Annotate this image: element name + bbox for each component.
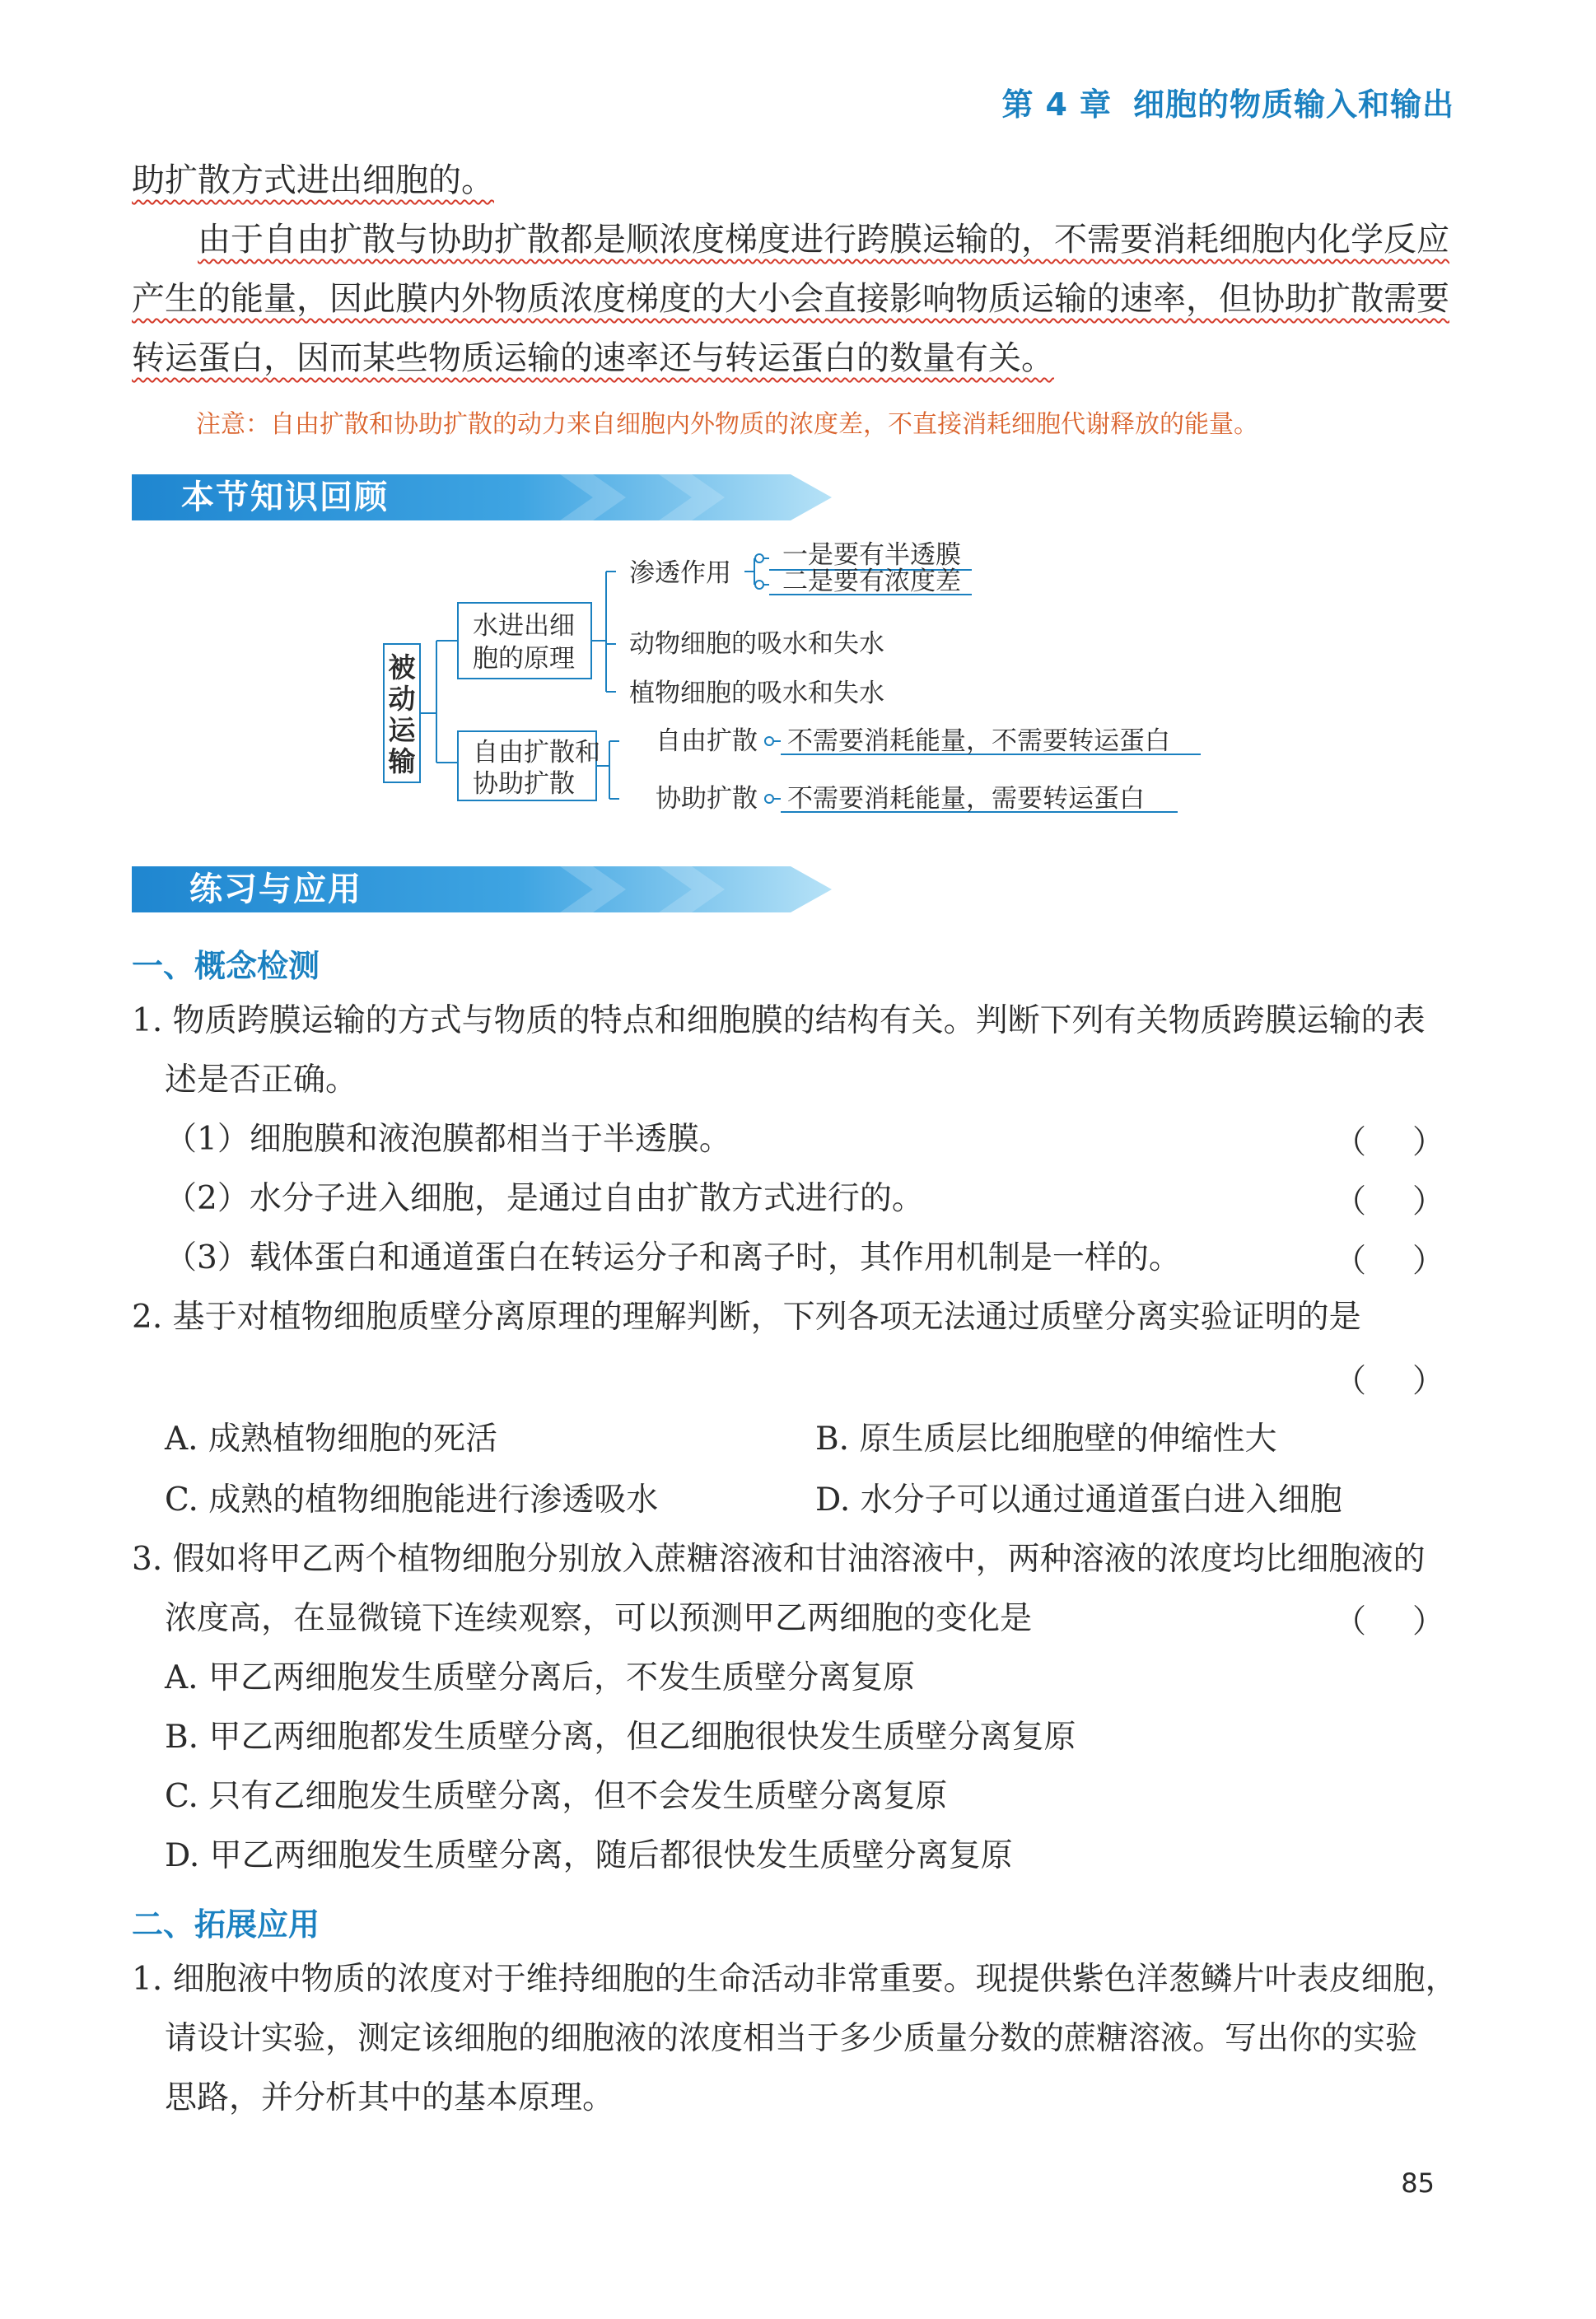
section-extended-application: 二、拓展应用 bbox=[132, 1906, 320, 1943]
q3-option-c: C. 只有乙细胞发生质壁分离，但不会发生质壁分离复原 bbox=[165, 1778, 948, 1815]
q2-option-c: C. 成熟的植物细胞能进行渗透吸水 bbox=[165, 1481, 659, 1519]
osmosis-condition-2: 二是要有浓度差 bbox=[782, 567, 961, 596]
chapter-number: 4 bbox=[1045, 86, 1068, 123]
facilitated-desc: 不需要消耗能量，需要转运蛋白 bbox=[787, 784, 1145, 814]
review-banner-title: 本节知识回顾 bbox=[181, 478, 389, 516]
root-char-1: 被 bbox=[388, 651, 416, 684]
chapter-header bbox=[1002, 79, 1455, 124]
q3-option-d: D. 甲乙两细胞发生质壁分离，随后都很快发生质壁分离复原 bbox=[165, 1837, 1013, 1874]
practice-banner-title: 练习与应用 bbox=[189, 870, 362, 908]
intro-para-line-2: 产生的能量，因此膜内外物质浓度梯度的大小会直接影响物质运输的速率，但协助扩散需要 bbox=[132, 280, 1449, 318]
branch1-line1: 水进出细 bbox=[473, 611, 575, 641]
root-char-3: 运 bbox=[388, 714, 416, 746]
q2-option-d: D. 水分子可以通过通道蛋白进入细胞 bbox=[815, 1481, 1342, 1519]
q1-item-3-answer-blank[interactable]: （ ） bbox=[1334, 1243, 1445, 1280]
osmosis-label: 渗透作用 bbox=[629, 558, 731, 588]
free-diffusion-label: 自由扩散 bbox=[656, 726, 758, 756]
q1-item-2: （2）水分子进入细胞，是通过自由扩散方式进行的。 bbox=[165, 1180, 924, 1217]
intro-para-line-1: 由于自由扩散与协助扩散都是顺浓度梯度进行跨膜运输的，不需要消耗细胞内化学反应 bbox=[198, 221, 1449, 259]
q1-item-2-answer-blank[interactable]: （ ） bbox=[1334, 1183, 1445, 1220]
free-diffusion-desc: 不需要消耗能量，不需要转运蛋白 bbox=[787, 726, 1170, 756]
q2-line1: 2. 基于对植物细胞质壁分离原理的理解判断，下列各项无法通过质壁分离实验证明的是 bbox=[132, 1299, 1361, 1336]
plant-cell-label: 植物细胞的吸水和失水 bbox=[629, 679, 884, 708]
intro-para-line-3: 转运蛋白，因而某些物质运输的速率还与转运蛋白的数量有关。 bbox=[132, 339, 1054, 377]
osmosis-condition-1: 一是要有半透膜 bbox=[782, 540, 961, 570]
animal-cell-label: 动物细胞的吸水和失水 bbox=[629, 629, 884, 659]
branch2-line2: 协助扩散 bbox=[473, 769, 575, 799]
facilitated-label: 协助扩散 bbox=[656, 784, 758, 814]
branch1-line2: 胞的原理 bbox=[473, 644, 575, 674]
q1-item-1: （1）细胞膜和液泡膜都相当于半透膜。 bbox=[165, 1121, 731, 1158]
q3-line1: 3. 假如将甲乙两个植物细胞分别放入蔗糖溶液和甘油溶液中，两种溶液的浓度均比细胞液的 bbox=[132, 1541, 1426, 1578]
q1-line2: 述是否正确。 bbox=[165, 1062, 358, 1099]
q1-item-1-answer-blank[interactable]: （ ） bbox=[1334, 1124, 1445, 1161]
root-char-2: 动 bbox=[388, 683, 416, 715]
section-concept-check: 一、概念检测 bbox=[132, 948, 320, 984]
q2-option-a: A. 成熟植物细胞的死活 bbox=[165, 1421, 497, 1458]
q1-item-3: （3）载体蛋白和通道蛋白在转运分子和离子时，其作用机制是一样的。 bbox=[165, 1239, 1181, 1276]
ext1-line1: 1. 细胞液中物质的浓度对于维持细胞的生命活动非常重要。现提供紫色洋葱鳞片叶表皮细胞， bbox=[132, 1961, 1458, 1998]
ext1-line3: 思路，并分析其中的基本原理。 bbox=[165, 2079, 615, 2116]
q2-option-b: B. 原生质层比细胞壁的伸缩性大 bbox=[815, 1421, 1277, 1458]
q3-option-a: A. 甲乙两细胞发生质壁分离后，不发生质壁分离复原 bbox=[165, 1659, 915, 1696]
q3-answer-blank[interactable]: （ ） bbox=[1334, 1603, 1445, 1640]
review-banner bbox=[132, 474, 848, 520]
ext1-line2: 请设计实验，测定该细胞的细胞液的浓度相当于多少质量分数的蔗糖溶液。写出你的实验 bbox=[165, 2020, 1418, 2057]
intro-line-1: 助扩散方式进出细胞的。 bbox=[132, 161, 494, 199]
chapter-suffix: 章 bbox=[1079, 86, 1112, 123]
branch2-line1: 自由扩散和 bbox=[473, 738, 600, 768]
chapter-label: 第 bbox=[1001, 86, 1034, 123]
root-char-4: 输 bbox=[388, 745, 416, 777]
q3-option-b: B. 甲乙两细胞都发生质壁分离，但乙细胞很快发生质壁分离复原 bbox=[165, 1719, 1076, 1756]
q3-line2: 浓度高，在显微镜下连续观察，可以预测甲乙两细胞的变化是 bbox=[165, 1600, 1033, 1637]
q1-line1: 1. 物质跨膜运输的方式与物质的特点和细胞膜的结构有关。判断下列有关物质跨膜运输的表 bbox=[132, 1002, 1426, 1039]
page-number: 85 bbox=[1401, 2167, 1435, 2199]
q2-answer-blank[interactable]: （ ） bbox=[1334, 1363, 1445, 1400]
chapter-title: 细胞的物质输入和输出 bbox=[1132, 86, 1454, 123]
concept-map bbox=[362, 527, 1252, 840]
intro-note: 注意：自由扩散和协助扩散的动力来自细胞内外物质的浓度差，不直接消耗细胞代谢释放的能量。 bbox=[196, 410, 1258, 439]
practice-banner bbox=[132, 866, 848, 912]
